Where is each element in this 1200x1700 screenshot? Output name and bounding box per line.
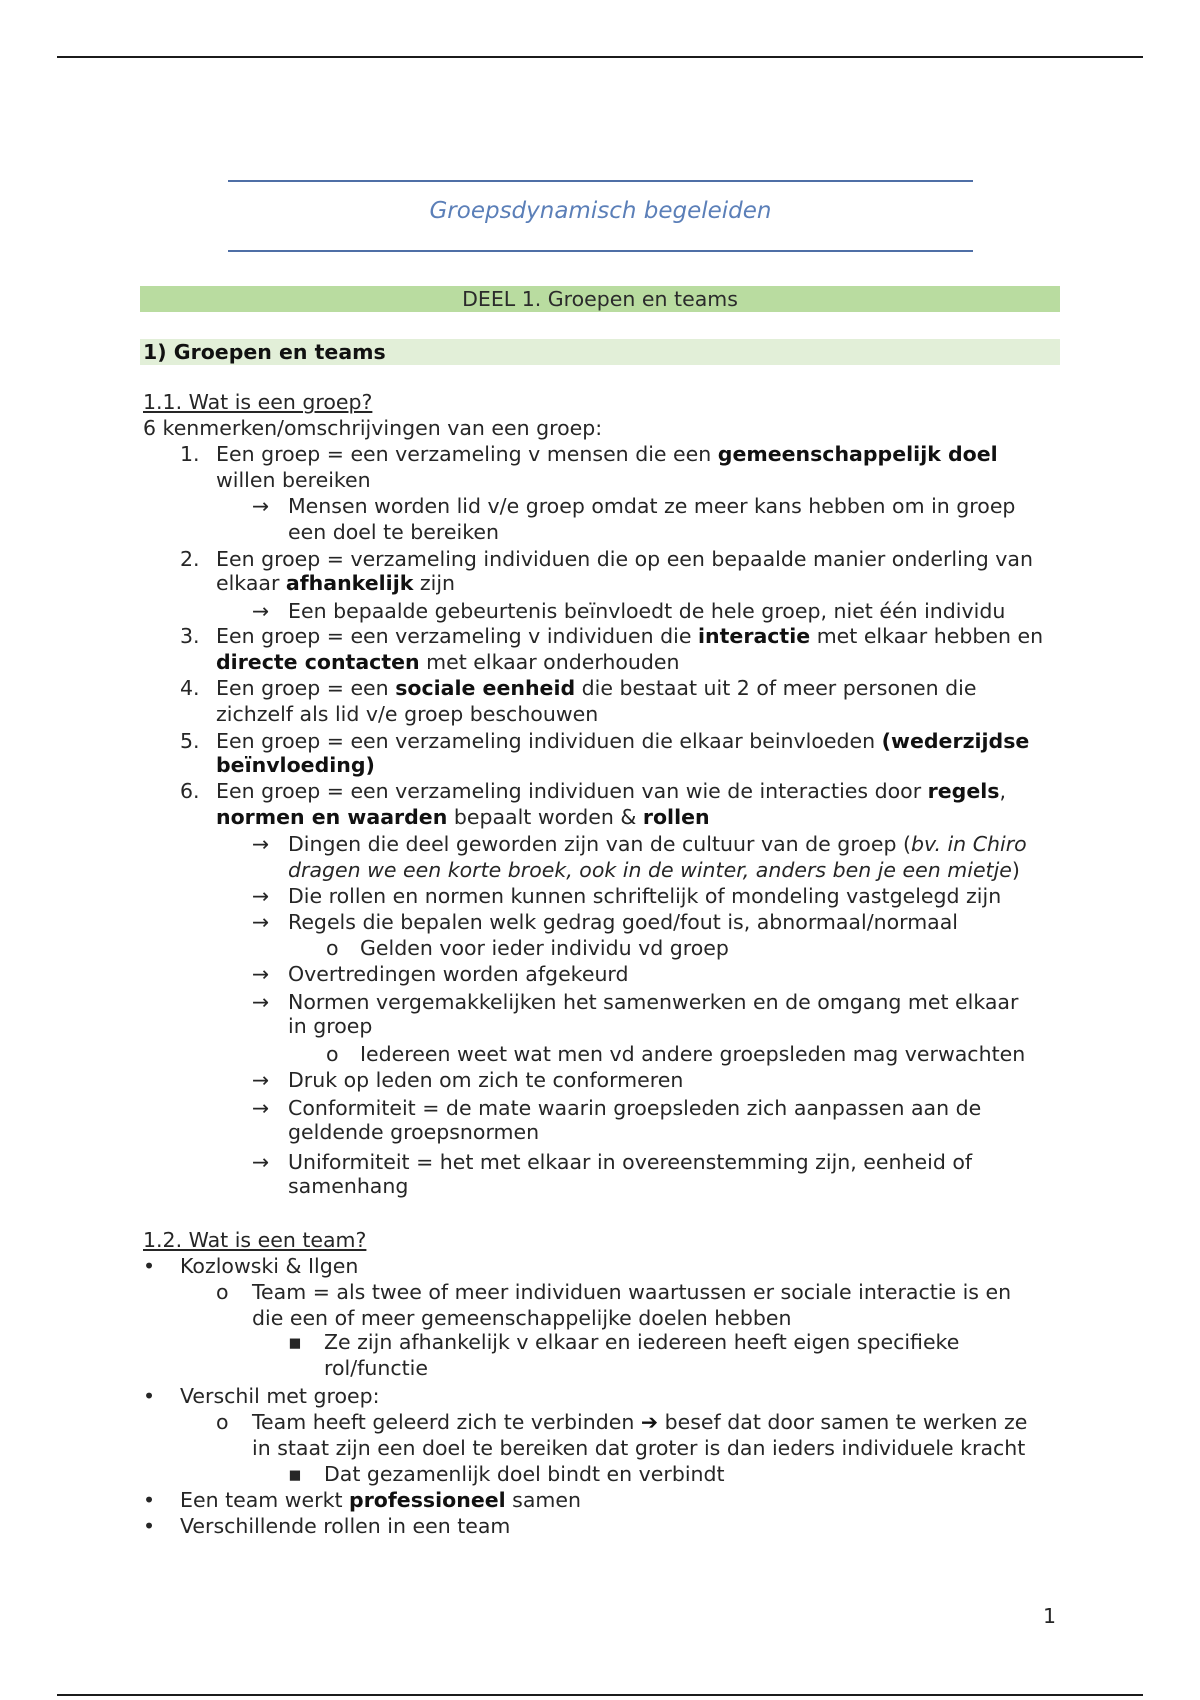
list-item-6: Een groep = een verzameling individuen van wie de interacties door regels, bbox=[216, 779, 1006, 803]
page-number: 1 bbox=[1043, 1604, 1057, 1628]
sub-bullet-item: Gelden voor ieder individu vd groep bbox=[360, 936, 729, 960]
list-item-5-cont: beïnvloeding) bbox=[216, 753, 375, 777]
arrow-item: Dingen die deel geworden zijn van de cultuur van de groep (bv. in Chiro bbox=[288, 832, 1027, 856]
arrow-item: Normen vergemakkelijken het samenwerken en de omgang met elkaar bbox=[288, 990, 1019, 1014]
sub-bullet-item-cont: die een of meer gemeenschappelijke doelen hebben bbox=[252, 1306, 792, 1330]
list-item-3: Een groep = een verzameling v individuen die interactie met elkaar hebben en bbox=[216, 624, 1044, 648]
list-number: 4. bbox=[180, 676, 200, 700]
intro-text: 6 kenmerken/omschrijvingen van een groep: bbox=[143, 416, 603, 440]
circle-bullet-icon: o bbox=[326, 936, 339, 960]
arrow-icon: → bbox=[252, 832, 270, 856]
bullet-icon: • bbox=[143, 1488, 156, 1512]
sub-bullet-item: Team = als twee of meer individuen waartussen er sociale interactie is en bbox=[252, 1280, 1012, 1304]
arrow-icon: → bbox=[252, 910, 270, 934]
list-item-1: Een groep = een verzameling v mensen die een gemeenschappelijk doel bbox=[216, 442, 998, 466]
arrow-icon: → bbox=[252, 1096, 270, 1120]
arrow-item: Regels die bepalen welk gedrag goed/fout is, abnormaal/normaal bbox=[288, 910, 958, 934]
square-bullet-icon: ▪ bbox=[288, 1462, 302, 1486]
bullet-icon: • bbox=[143, 1514, 156, 1538]
bullet-item: Een team werkt professioneel samen bbox=[180, 1488, 581, 1512]
list-item-6-cont: normen en waarden bepaalt worden & rollen bbox=[216, 805, 710, 829]
arrow-item: Die rollen en normen kunnen schriftelijk of mondeling vastgelegd zijn bbox=[288, 884, 1002, 908]
sub-sub-bullet-item-cont: rol/functie bbox=[324, 1356, 428, 1380]
circle-bullet-icon: o bbox=[326, 1042, 339, 1066]
bullet-icon: • bbox=[143, 1384, 156, 1408]
subsection-heading-1: 1.1. Wat is een groep? bbox=[143, 390, 373, 414]
sub-bullet-item-cont: in staat zijn een doel te bereiken dat groter is dan ieders individuele kracht bbox=[252, 1436, 1026, 1460]
arrow-item-cont: een doel te bereiken bbox=[288, 520, 499, 544]
bullet-item: Verschillende rollen in een team bbox=[180, 1514, 511, 1538]
list-item-1-cont: willen bereiken bbox=[216, 468, 371, 492]
list-number: 2. bbox=[180, 547, 200, 571]
list-item-5: Een groep = een verzameling individuen die elkaar beinvloeden (wederzijdse bbox=[216, 729, 1030, 753]
list-item-2: Een groep = verzameling individuen die op een bepaalde manier onderling van bbox=[216, 547, 1033, 571]
arrow-icon: → bbox=[252, 599, 270, 623]
list-number: 6. bbox=[180, 779, 200, 803]
sub-sub-bullet-item: Ze zijn afhankelijk v elkaar en iedereen heeft eigen specifieke bbox=[324, 1330, 960, 1354]
bullet-item: Kozlowski & Ilgen bbox=[180, 1254, 359, 1278]
arrow-icon: → bbox=[252, 884, 270, 908]
arrow-item: Druk op leden om zich te conformeren bbox=[288, 1068, 684, 1092]
arrow-item: Mensen worden lid v/e groep omdat ze meer kans hebben om in groep bbox=[288, 494, 1016, 518]
list-number: 1. bbox=[180, 442, 200, 466]
circle-bullet-icon: o bbox=[216, 1410, 229, 1434]
list-item-4: Een groep = een sociale eenheid die bestaat uit 2 of meer personen die bbox=[216, 676, 977, 700]
footer-rule bbox=[57, 1694, 1143, 1696]
sub-bullet-item: Team heeft geleerd zich te verbinden ➔ besef dat door samen te werken ze bbox=[252, 1410, 1028, 1434]
subsection-heading-2: 1.2. Wat is een team? bbox=[143, 1228, 367, 1252]
title-bottom-rule bbox=[228, 250, 973, 252]
list-item-4-cont: zichzelf als lid v/e groep beschouwen bbox=[216, 702, 599, 726]
list-number: 3. bbox=[180, 624, 200, 648]
arrow-icon: → bbox=[252, 494, 270, 518]
arrow-item-cont: in groep bbox=[288, 1014, 373, 1038]
arrow-item: Een bepaalde gebeurtenis beïnvloedt de hele groep, niet één individu bbox=[288, 599, 1006, 623]
arrow-icon: → bbox=[252, 1150, 270, 1174]
list-item-3-cont: directe contacten met elkaar onderhouden bbox=[216, 650, 680, 674]
square-bullet-icon: ▪ bbox=[288, 1330, 302, 1354]
arrow-right-icon: ➔ bbox=[640, 1410, 659, 1434]
arrow-item-cont: dragen we een korte broek, ook in de winter, anders ben je een mietje) bbox=[288, 858, 1020, 882]
arrow-item: Overtredingen worden afgekeurd bbox=[288, 962, 629, 986]
arrow-icon: → bbox=[252, 962, 270, 986]
arrow-icon: → bbox=[252, 1068, 270, 1092]
bullet-item: Verschil met groep: bbox=[180, 1384, 380, 1408]
section-heading: 1) Groepen en teams bbox=[140, 339, 1060, 365]
part-banner: DEEL 1. Groepen en teams bbox=[140, 286, 1060, 312]
arrow-item: Conformiteit = de mate waarin groepsleden zich aanpassen aan de bbox=[288, 1096, 982, 1120]
header-rule bbox=[57, 56, 1143, 58]
list-item-2-cont: elkaar afhankelijk zijn bbox=[216, 571, 456, 595]
sub-bullet-item: Iedereen weet wat men vd andere groepsleden mag verwachten bbox=[360, 1042, 1026, 1066]
arrow-item-cont: samenhang bbox=[288, 1174, 409, 1198]
title-top-rule bbox=[228, 180, 973, 182]
circle-bullet-icon: o bbox=[216, 1280, 229, 1304]
arrow-icon: → bbox=[252, 990, 270, 1014]
sub-sub-bullet-item: Dat gezamenlijk doel bindt en verbindt bbox=[324, 1462, 725, 1486]
list-number: 5. bbox=[180, 729, 200, 753]
arrow-item-cont: geldende groepsnormen bbox=[288, 1120, 540, 1144]
document-title: Groepsdynamisch begeleiden bbox=[429, 198, 772, 224]
bullet-icon: • bbox=[143, 1254, 156, 1278]
arrow-item: Uniformiteit = het met elkaar in overeenstemming zijn, eenheid of bbox=[288, 1150, 973, 1174]
